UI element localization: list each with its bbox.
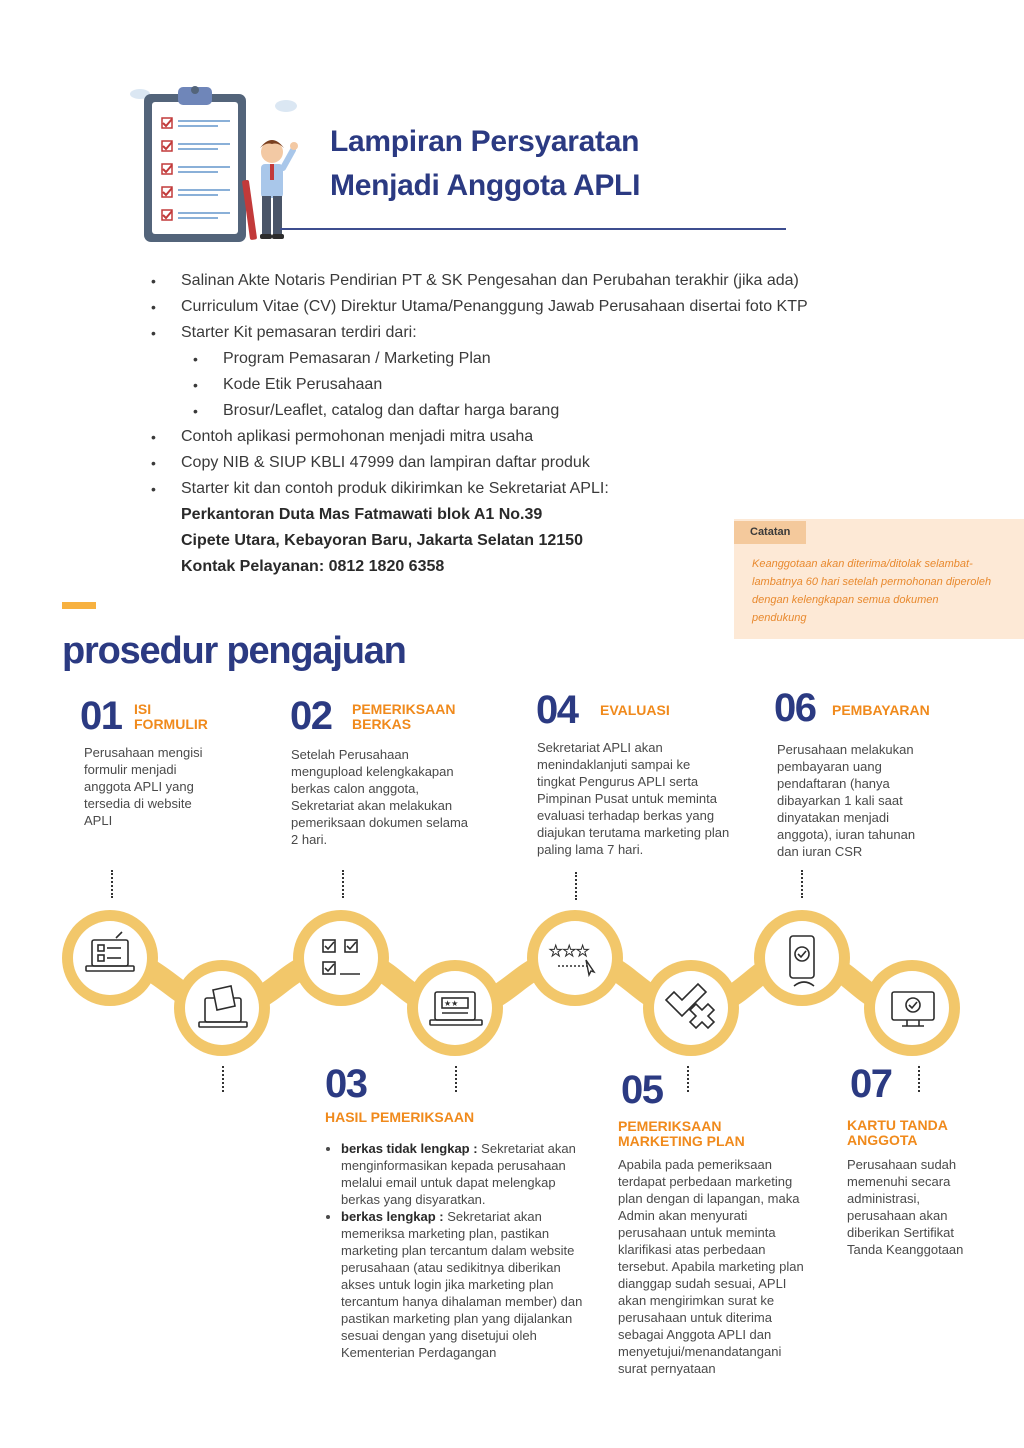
step-description: Perusahaan melakukan pembayaran uang pendaftaran (hanya dibayarkan 1 kali saat dinyatakan menjadi anggota), iuran tahunan dan iuran CSR xyxy=(777,742,916,859)
step-number: 06 xyxy=(774,686,816,730)
step-title: PEMERIKSAAN BERKAS xyxy=(352,701,456,732)
connector-dots xyxy=(342,870,344,898)
connector-dots xyxy=(222,1066,224,1092)
address-line: Perkantoran Duta Mas Fatmawati blok A1 No.39 xyxy=(181,506,543,523)
clipboard-illustration xyxy=(128,80,308,248)
requirement-sub-item: • Brosur/Leaflet, catalog dan daftar harga barang xyxy=(151,398,891,424)
step-description: Sekretariat APLI akan menindaklanjuti sampai ke tingkat Pengurus APLI serta Pimpinan Pusat untuk meminta evaluasi terhadap berkas yang diajukan terutama marketing plan paling lama 7 hari. xyxy=(537,740,730,857)
step-title: KARTU TANDA ANGGOTA xyxy=(847,1117,948,1148)
step-description: Perusahaan mengisi formulir menjadi anggota APLI yang tersedia di website APLI xyxy=(84,745,203,828)
section-accent-bar xyxy=(62,602,96,609)
step-description: Perusahaan sudah memenuhi secara administrasi, perusahaan akan diberikan Sertifikat Tanda Keanggotaan xyxy=(847,1157,964,1257)
result-label: berkas lengkap : xyxy=(341,1209,444,1224)
section-heading: prosedur pengajuan xyxy=(62,630,406,672)
step-title: PEMERIKSAAN MARKETING PLAN xyxy=(618,1118,745,1149)
note-label: Catatan xyxy=(734,521,806,544)
requirement-item: • Curriculum Vitae (CV) Direktur Utama/Penanggung Jawab Perusahaan disertai foto KTP xyxy=(151,294,891,320)
note-text: Keanggotaan akan diterima/ditolak selambat-lambatnya 60 hari setelah permohonan diperoleh dengan kelengkapan semua dokumen pendukung xyxy=(752,558,992,624)
step-title: EVALUASI xyxy=(600,702,670,718)
connector-dots xyxy=(801,870,803,898)
step-number: 02 xyxy=(290,694,332,738)
step-results-list xyxy=(325,1140,591,1361)
note-box xyxy=(734,519,1024,639)
step-description: Apabila pada pemeriksaan terdapat perbedaan marketing plan dengan di lapangan, maka Admin akan menyurati perusahaan untuk meminta klarifikasi atas perbedaan tersebut. Apabila marketing plan dianggap sudah sesuai, APLI akan mengirimkan surat ke perusahaan untuk diterima sebagai Anggota APLI dan menyetujui/menandatangani surat pernyataan xyxy=(618,1157,804,1376)
result-text: Sekretariat akan menginformasikan kepada perusahaan melalui email untuk dapat melengkap berkas yang disyaratkan. xyxy=(341,1141,576,1207)
requirement-item: • Starter kit dan contoh produk dikirimkan ke Sekretariat APLI: xyxy=(151,476,891,502)
requirement-item: • Starter Kit pemasaran terdiri dari: xyxy=(151,320,891,346)
page-title xyxy=(330,120,770,208)
address-line: Cipete Utara, Kebayoran Baru, Jakarta Selatan 12150 xyxy=(181,532,583,549)
result-item xyxy=(341,1140,591,1208)
step-title: ISI FORMULIR xyxy=(134,701,208,732)
requirement-sub-item: • Kode Etik Perusahaan xyxy=(151,372,891,398)
step-number: 03 xyxy=(325,1062,367,1106)
title-divider xyxy=(280,228,786,230)
svg-text:★★: ★★ xyxy=(444,999,459,1008)
connector-dots xyxy=(455,1066,457,1092)
step-title: HASIL PEMERIKSAAN xyxy=(325,1109,475,1125)
result-text: Sekretariat akan memeriksa marketing plan, pastikan marketing plan tercantum dalam website perusahaan (atau sedikitnya diberikan akses untuk login jika marketing plan tercantum hanya dihalaman member) dan pastikan marketing plan yang dijalankan sesuai dengan yang disetujui oleh Kementerian Perdagangan xyxy=(341,1209,583,1360)
step-number: 07 xyxy=(850,1062,892,1106)
step-number: 05 xyxy=(621,1068,663,1112)
procedure-timeline xyxy=(50,900,980,1070)
connector-dots xyxy=(918,1066,920,1092)
connector-dots xyxy=(575,872,577,900)
step-description: Setelah Perusahaan mengupload kelengkakapan berkas calon anggota, Sekretariat akan melakukan pemeriksaan dokumen selama 2 hari. xyxy=(291,747,469,847)
step-number: 01 xyxy=(80,694,122,738)
connector-dots xyxy=(111,870,113,898)
result-label: berkas tidak lengkap : xyxy=(341,1141,478,1156)
connector-dots xyxy=(687,1066,689,1092)
page-title-line1: Lampiran Persyaratan xyxy=(330,125,640,158)
result-item xyxy=(341,1208,591,1361)
requirement-item: • Contoh aplikasi permohonan menjadi mitra usaha xyxy=(151,424,891,450)
requirement-sub-item: • Program Pemasaran / Marketing Plan xyxy=(151,346,891,372)
step-title: PEMBAYARAN xyxy=(832,702,930,718)
requirement-item: • Copy NIB & SIUP KBLI 47999 dan lampiran daftar produk xyxy=(151,450,891,476)
page-title-line2: Menjadi Anggota APLI xyxy=(330,169,641,202)
contact-line: Kontak Pelayanan: 0812 1820 6358 xyxy=(181,558,445,575)
person-illustration xyxy=(242,140,298,240)
svg-text:★★★: ★★★ xyxy=(549,942,590,960)
step-number: 04 xyxy=(536,688,578,732)
requirement-item: • Salinan Akte Notaris Pendirian PT & SK Pengesahan dan Perubahan terakhir (jika ada) xyxy=(151,268,891,294)
